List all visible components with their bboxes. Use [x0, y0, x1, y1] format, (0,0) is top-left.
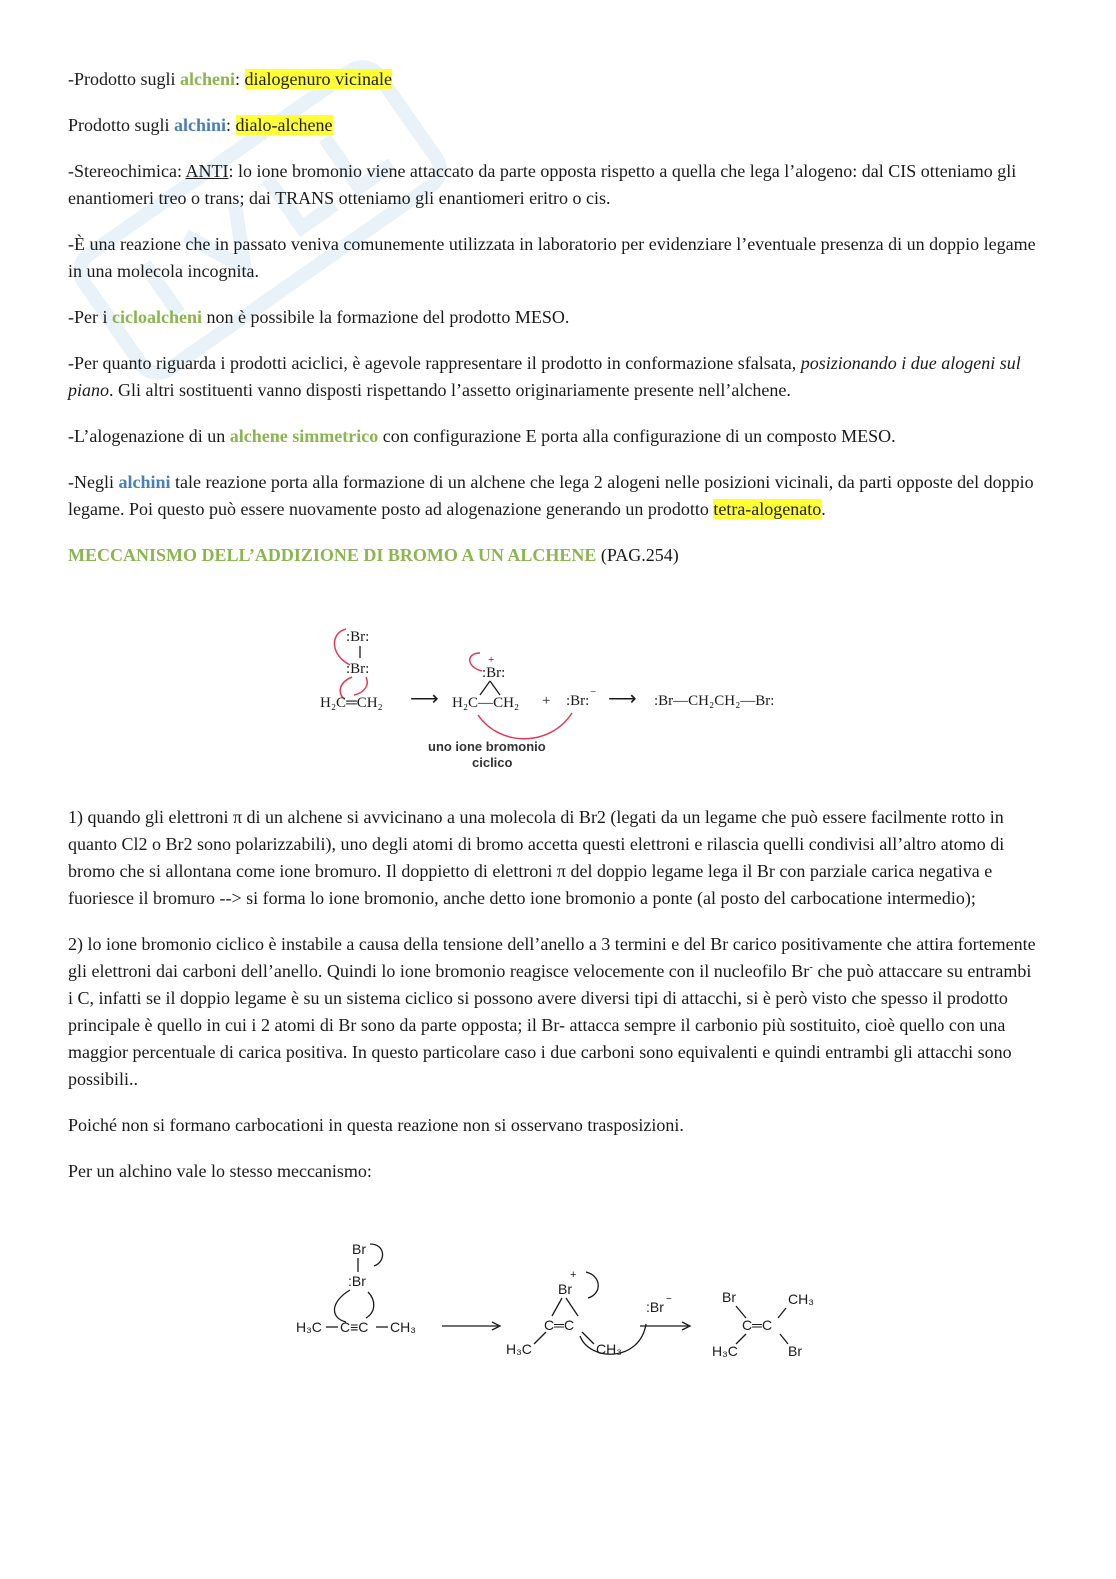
paragraph-step-1: 1) quando gli elettroni π di un alchene si avvicinano a una molecola di Br2 (legati da un legame che può essere facilmente rotto in quanto Cl2 o Br2 sono polarizzabili), uno degli atomi di bromo accetta questi elettroni e rilascia quelli condivisi all’altro atomo di bromo che si allontana come ione bromuro. Il doppietto di elettroni π del doppio legame lega il Br con parziale carica negativa e fuoriesce il bromuro --> si forma lo ione bromonio, anche detto ione bromonio a ponte (al posto del carbocatione intermedio); — [68, 807, 1005, 908]
reaction-arrow-2: ⟶ — [608, 688, 637, 710]
alkyne-br-top: Br — [352, 1241, 366, 1257]
paragraph-alkynes: -Negli alchini tale reazione porta alla formazione di un alchene che lega 2 alogeni nelle posizioni vicinali, da parti opposte del doppio legame. Poi questo può essere nuovamente posto ad alogenazione generando un prodotto tetra-alogenato. — [68, 472, 1034, 519]
paragraph-alkene-product: -Prodotto sugli alcheni: dialogenuro vicinale — [68, 69, 392, 89]
paragraph-stereochemistry: -Stereochimica: ANTI: lo ione bromonio viene attaccato da parte opposta rispetto a quella che lega l’alogeno: dal CIS otteniamo gli enantiomeri treo o trans; dai TRANS otteniamo gli enantiomeri eritro o cis. — [68, 161, 1017, 208]
document-body — [68, 66, 1038, 588]
alkyne-ch3: CH₃ — [390, 1319, 416, 1335]
highlight-tetra-alogenato: tetra-alogenato — [713, 499, 822, 519]
ring-bond-left — [480, 681, 490, 695]
bridge-bond-right — [566, 1298, 578, 1316]
bridge-bond-h3c — [534, 1332, 546, 1344]
bromonium-charge: + — [488, 654, 495, 666]
product-cc: C═C — [742, 1317, 773, 1333]
alkyne-arrow-3 — [366, 1292, 374, 1318]
bridge-br: Br — [558, 1281, 572, 1297]
term-cicloalcheni: cicloalcheni — [112, 307, 202, 327]
bridge-bromide: :Br — [646, 1299, 664, 1315]
bridge-h3c: H₃C — [506, 1341, 532, 1357]
product-h3c: H₃C — [712, 1343, 738, 1359]
alkyne-h3c: H₃C — [296, 1319, 322, 1335]
curved-arrow-5 — [478, 713, 572, 739]
mechanism-text — [68, 804, 1038, 1204]
term-alchini: alchini — [174, 115, 227, 135]
plus-sign: + — [542, 693, 551, 709]
paragraph-step-2: 2) lo ione bromonio ciclico è instabile a causa della tensione dell’anello a 3 termini e del Br carico positivamente che attira fortemente gli elettroni dai carboni dell’anello. Quindi lo ione bromonio reagisce velocemente con il nucleofilo Br- che può attaccare su entrambi i C, infatti se il doppio legame è su un sistema ciclico si possono avere diversi tipi di attacchi, si è però visto che spesso il prodotto principale è quello in cui i 2 atomi di Br sono da parte opposta; il Br- attacca sempre il carbonio più sostituito, cioè quello con una maggior percentuale di carica positiva. In questo particolare caso i due carboni sono equivalenti e quindi entrambi gli attacchi sono possibili.. — [68, 934, 1036, 1089]
bridge-cc: C═C — [544, 1317, 575, 1333]
bromide-ion: :Br: — [566, 693, 590, 709]
bromide-charge: − — [590, 686, 597, 698]
highlight-dialogenuro: dialogenuro vicinale — [244, 69, 392, 89]
term-alcheni: alcheni — [180, 69, 236, 89]
reaction-arrow-1: ⟶ — [410, 688, 439, 710]
bridge-bond-left — [552, 1298, 562, 1316]
scheme-bromine-addition — [310, 615, 810, 775]
caption-line-2: ciclico — [472, 755, 513, 770]
dibromide-product: :Br—CH₂CH₂—Br: — [654, 693, 775, 709]
bromonium-br: :Br: — [482, 665, 506, 681]
term-alchene-simmetrico: alchene simmetrico — [229, 426, 379, 446]
paragraph-alkyne-intro: Per un alchino vale lo stesso meccanismo: — [68, 1161, 372, 1181]
curved-arrow-3 — [354, 677, 367, 695]
bromonium-base: H₂C—CH₂ — [452, 695, 520, 711]
term-anti: ANTI — [185, 161, 229, 181]
product-bond-tr — [778, 1308, 786, 1318]
ring-bond-right — [490, 681, 500, 695]
highlight-dialo-alchene: dialo-alchene — [235, 115, 333, 135]
paragraph-symmetric-alkene: -L’alogenazione di un alchene simmetrico con configurazione E porta alla configurazione di un composto MESO. — [68, 426, 896, 446]
italic-phrase: posizionando i due alogeni sul piano — [68, 353, 1021, 400]
product-bond-br — [780, 1334, 788, 1344]
alkyne-br-bottom: :Br — [348, 1273, 366, 1289]
curved-arrow-4 — [470, 653, 482, 671]
br-bottom: :Br: — [346, 661, 370, 677]
bridge-ch3: CH₃ — [596, 1341, 622, 1357]
ethene: H₂C═CH₂ — [320, 695, 383, 711]
section-heading — [68, 542, 1038, 569]
product-br-top: Br — [722, 1289, 736, 1305]
alkyne-triple: C≡C — [340, 1319, 369, 1335]
term-alchini-2: alchini — [118, 472, 171, 492]
paragraph-cycloalkenes: -Per i cicloalcheni non è possibile la formazione del prodotto MESO. — [68, 307, 570, 327]
paragraph-no-rearrangements: Poiché non si formano carbocationi in questa reazione non si osservano trasposizioni. — [68, 1115, 684, 1135]
heading-page-ref: (PAG.254) — [596, 545, 679, 565]
caption-line-1: uno ione bromonio — [428, 739, 546, 754]
paragraph-acyclic-products: -Per quanto riguarda i prodotti aciclici, è agevole rappresentare il prodotto in conformazione sfalsata, posizionando i due alogeni sul piano. Gli altri sostituenti vanno disposti rispettando l’assetto originariamente presente nell’alchene. — [68, 353, 1021, 400]
bridge-arrow-1 — [586, 1272, 598, 1298]
product-ch3-top: CH₃ — [788, 1291, 814, 1307]
br-top: :Br: — [346, 629, 370, 645]
product-br-bottom: Br — [788, 1343, 802, 1359]
heading-title: MECCANISMO DELL’ADDIZIONE DI BROMO A UN ALCHENE — [68, 545, 597, 565]
paragraph-lab-usage: -È una reazione che in passato veniva comunemente utilizzata in laboratorio per evidenziare l’eventuale presenza di un doppio legame in una molecola incognita. — [68, 234, 1036, 281]
scheme-alkyne-bromination — [290, 1232, 830, 1372]
bridge-bromide-charge: − — [666, 1294, 672, 1305]
alkyne-arrow-1 — [370, 1244, 383, 1266]
alkyne-arrow-2 — [334, 1290, 350, 1322]
bridge-br-charge: + — [570, 1269, 577, 1281]
paragraph-alkyne-product: Prodotto sugli alchini: dialo-alchene — [68, 115, 333, 135]
